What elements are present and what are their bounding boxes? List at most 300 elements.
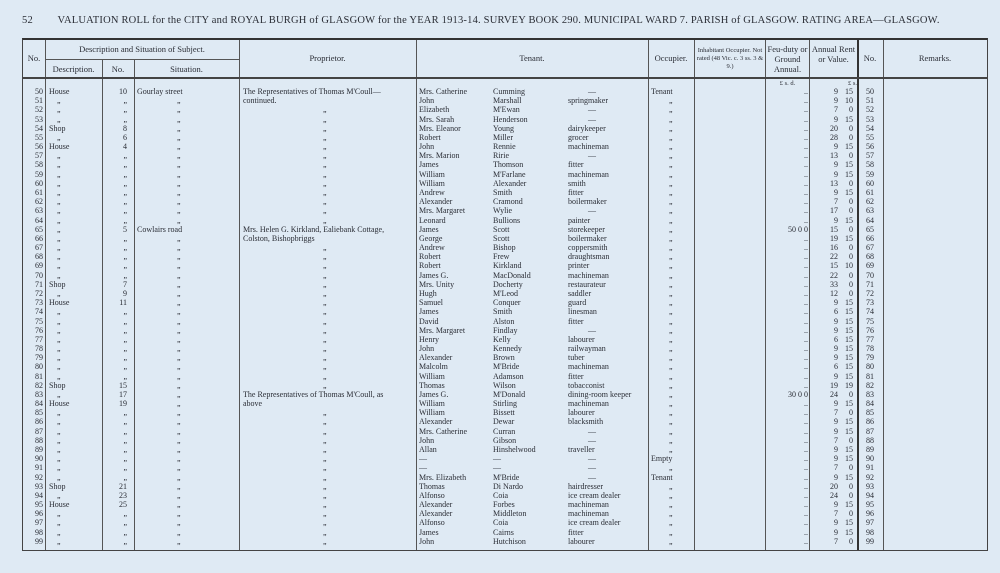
tenant-occupation: boilermaker [568, 233, 607, 243]
row-number-right: 58 [866, 160, 874, 170]
rent-pounds: 15 [830, 261, 838, 271]
tenant-occupation: machineman [568, 142, 609, 152]
description: „ [57, 261, 61, 271]
description: „ [57, 445, 61, 455]
house-number: „ [123, 160, 127, 170]
proprietor: „ [323, 325, 327, 335]
rent-pounds: 9 [834, 114, 838, 124]
house-number: „ [123, 252, 127, 262]
description: Shop [49, 279, 66, 289]
proprietor: „ [323, 454, 327, 464]
situation: Cowlairs road [137, 224, 183, 234]
situation: „ [177, 463, 181, 473]
rent-pounds: 15 [830, 224, 838, 234]
table-row [23, 243, 989, 252]
house-number: 9 [123, 288, 127, 298]
situation: „ [177, 435, 181, 445]
tenant-occupation: machineman [568, 362, 609, 372]
table-row [23, 151, 989, 160]
description: „ [57, 114, 61, 124]
table-row [23, 160, 989, 169]
row-number: 50 [35, 87, 43, 96]
tenant-occupation: tuber [568, 353, 585, 363]
house-number: „ [123, 426, 127, 436]
tenant-surname: Miller [493, 132, 513, 142]
row-number-right: 78 [866, 344, 874, 354]
row-number-right: 81 [866, 371, 874, 381]
house-number: „ [123, 105, 127, 115]
tenant-first-name: Thomas [419, 481, 445, 491]
feu-duty: .. [804, 536, 808, 546]
tenant-first-name: James [419, 160, 439, 170]
col-situation: Situation. [170, 64, 203, 74]
tenant-occupation: blacksmith [568, 417, 604, 427]
rent-shillings: 0 [849, 288, 853, 298]
rent-shillings: 0 [849, 389, 853, 399]
situation: „ [177, 344, 181, 354]
feu-duty: .. [804, 288, 808, 298]
house-number: 15 [119, 380, 127, 390]
row-number: 57 [35, 151, 43, 161]
description: „ [57, 288, 61, 298]
tenant-occupation: painter [568, 215, 591, 225]
tenant-first-name: William [419, 408, 445, 418]
tenant-surname: — [493, 454, 501, 464]
row-number: 51 [35, 96, 43, 106]
tenant-occupation: ice cream dealer [568, 490, 621, 500]
rent-pounds: 9 [834, 160, 838, 170]
rent-pounds: 9 [834, 298, 838, 308]
proprietor: „ [323, 114, 327, 124]
situation: „ [177, 169, 181, 179]
rent-shillings: 0 [849, 243, 853, 253]
proprietor: „ [323, 426, 327, 436]
row-number: 62 [35, 197, 43, 207]
row-number-right: 62 [866, 197, 874, 207]
tenant-first-name: Alfonso [419, 518, 445, 528]
table-row [23, 537, 989, 546]
feu-duty: .. [804, 96, 808, 106]
situation: „ [177, 151, 181, 161]
row-number-right: 61 [866, 187, 874, 197]
row-number: 54 [35, 123, 43, 133]
occupier: „ [669, 417, 673, 427]
description: „ [57, 270, 61, 280]
occupier: „ [669, 307, 673, 317]
rent-shillings: 15 [845, 454, 853, 464]
row-number: 72 [35, 288, 43, 298]
situation: „ [177, 233, 181, 243]
feu-duty: .. [804, 197, 808, 207]
feu-duty: .. [804, 445, 808, 455]
situation: „ [177, 261, 181, 271]
row-number-right: 70 [866, 270, 874, 280]
occupier: „ [669, 160, 673, 170]
description: Shop [49, 123, 66, 133]
rent-shillings: 15 [845, 307, 853, 317]
col-tenant: Tenant. [519, 53, 545, 63]
tenant-surname: Brown [493, 353, 515, 363]
rent-shillings: 0 [849, 279, 853, 289]
feu-duty: .. [804, 243, 808, 253]
proprietor: „ [323, 252, 327, 262]
tenant-first-name: David [419, 316, 439, 326]
occupier: „ [669, 132, 673, 142]
tenant-surname: Kennedy [493, 344, 522, 354]
situation: „ [177, 325, 181, 335]
occupier: „ [669, 362, 673, 372]
tenant-first-name: Leonard [419, 215, 446, 225]
row-number: 56 [35, 142, 43, 152]
house-number: „ [123, 151, 127, 161]
feu-duty: .. [804, 334, 808, 344]
proprietor: „ [323, 307, 327, 317]
table-row [23, 473, 989, 482]
tenant-occupation: machineman [568, 399, 609, 409]
rent-shillings: 15 [845, 316, 853, 326]
row-number: 87 [35, 426, 43, 436]
description: „ [57, 151, 61, 161]
rent-pounds: 9 [834, 472, 838, 482]
tenant-surname: Gibson [493, 435, 517, 445]
tenant-occupation: — [588, 426, 596, 436]
occupier: „ [669, 445, 673, 455]
rent-shillings: 15 [845, 399, 853, 409]
description: „ [57, 334, 61, 344]
tenant-occupation: fitter [568, 160, 584, 170]
situation: „ [177, 270, 181, 280]
situation: „ [177, 472, 181, 482]
description: „ [57, 353, 61, 363]
tenant-first-name: Elizabeth [419, 105, 450, 115]
table-row [23, 454, 989, 463]
tenant-first-name: Mrs. Marion [419, 151, 460, 161]
description: „ [57, 509, 61, 519]
proprietor: „ [323, 215, 327, 225]
house-number: „ [123, 270, 127, 280]
feu-duty: .. [804, 380, 808, 390]
occupier: „ [669, 325, 673, 335]
row-number-right: 52 [866, 105, 874, 115]
feu-duty: .. [804, 481, 808, 491]
table-row [23, 280, 989, 289]
description: „ [57, 472, 61, 482]
feu-duty: .. [804, 518, 808, 528]
tenant-first-name: James G. [419, 389, 449, 399]
tenant-occupation: dining-room keeper [568, 389, 632, 399]
house-number: „ [123, 518, 127, 528]
occupier: „ [669, 389, 673, 399]
feu-duty: .. [804, 316, 808, 326]
row-number-right: 87 [866, 426, 874, 436]
description: „ [57, 536, 61, 546]
table-row [23, 271, 989, 280]
feu-duty: .. [804, 325, 808, 335]
rent-pounds: 24 [830, 490, 838, 500]
table-row [23, 96, 989, 105]
situation: „ [177, 500, 181, 510]
tenant-occupation: storekeeper [568, 224, 605, 234]
row-number: 55 [35, 132, 43, 142]
description: House [49, 87, 70, 96]
occupier: „ [669, 243, 673, 253]
rent-shillings: 15 [845, 187, 853, 197]
tenant-occupation: traveller [568, 445, 595, 455]
house-number: „ [123, 417, 127, 427]
tenant-occupation: — [588, 151, 596, 161]
house-number: „ [123, 316, 127, 326]
house-number: „ [123, 169, 127, 179]
occupier: „ [669, 114, 673, 124]
tenant-first-name: Robert [419, 261, 441, 271]
tenant-surname: Scott [493, 224, 510, 234]
feu-duty: 50 0 0 [788, 224, 808, 234]
proprietor: „ [323, 463, 327, 473]
situation: „ [177, 279, 181, 289]
rent-shillings: 15 [845, 169, 853, 179]
table-row [23, 252, 989, 261]
proprietor: Mrs. Helen G. Kirkland, Ealiebank Cottage, [243, 224, 385, 234]
row-number-right: 73 [866, 298, 874, 308]
tenant-surname: Marshall [493, 96, 522, 106]
row-number-right: 83 [866, 389, 874, 399]
rent-pounds: 22 [830, 270, 838, 280]
tenant-first-name: James [419, 527, 439, 537]
feu-duty: .. [804, 252, 808, 262]
occupier: „ [669, 105, 673, 115]
tenant-occupation: fitter [568, 316, 584, 326]
rent-shillings: 15 [845, 160, 853, 170]
page-header [22, 15, 940, 26]
tenant-surname: Cumming [493, 87, 526, 96]
rent-pounds: 9 [834, 527, 838, 537]
rent-pounds: 9 [834, 445, 838, 455]
tenant-first-name: — [419, 454, 427, 464]
row-number-right: 75 [866, 316, 874, 326]
situation: „ [177, 215, 181, 225]
situation: „ [177, 389, 181, 399]
proprietor: „ [323, 536, 327, 546]
house-number: „ [123, 344, 127, 354]
description: „ [57, 426, 61, 436]
row-number-right: 82 [866, 380, 874, 390]
row-number-right: 84 [866, 399, 874, 409]
tenant-surname: Coia [493, 490, 509, 500]
situation: „ [177, 316, 181, 326]
tenant-occupation: — [588, 114, 596, 124]
tenant-first-name: Thomas [419, 380, 445, 390]
feu-duty: .. [804, 454, 808, 464]
proprietor: „ [323, 151, 327, 161]
row-number-right: 77 [866, 334, 874, 344]
description: „ [57, 490, 61, 500]
rent-shillings: 0 [849, 206, 853, 216]
table-row [23, 362, 989, 371]
rent-pounds: 19 [830, 380, 838, 390]
house-number: „ [123, 527, 127, 537]
house-number: „ [123, 215, 127, 225]
tenant-first-name: James [419, 307, 439, 317]
rent-shillings: 0 [849, 270, 853, 280]
house-number: 10 [119, 87, 127, 96]
row-number: 52 [35, 105, 43, 115]
table-row [23, 463, 989, 472]
rent-units: £ s. [847, 80, 857, 87]
proprietor: „ [323, 132, 327, 142]
row-number-right: 50 [866, 87, 874, 96]
occupier: „ [669, 142, 673, 152]
occupier: „ [669, 123, 673, 133]
proprietor: „ [323, 472, 327, 482]
proprietor: „ [323, 527, 327, 537]
tenant-occupation: machineman [568, 169, 609, 179]
rent-pounds: 9 [834, 316, 838, 326]
feu-duty: .. [804, 527, 808, 537]
house-number: „ [123, 463, 127, 473]
rent-shillings: 0 [849, 252, 853, 262]
tenant-first-name: Malcolm [419, 362, 448, 372]
tenant-occupation: labourer [568, 334, 595, 344]
tenant-occupation: machineman [568, 270, 609, 280]
row-number-right: 56 [866, 142, 874, 152]
rent-shillings: 0 [849, 132, 853, 142]
table-row [23, 436, 989, 445]
description: House [49, 298, 70, 308]
situation: „ [177, 490, 181, 500]
table-row [23, 509, 989, 518]
row-number: 53 [35, 114, 43, 124]
table-row [23, 225, 989, 234]
row-number: 76 [35, 325, 43, 335]
rent-shillings: 15 [845, 426, 853, 436]
row-number-right: 89 [866, 445, 874, 455]
tenant-surname: Thomson [493, 160, 524, 170]
tenant-surname: Kirkland [493, 261, 522, 271]
feu-duty: .. [804, 261, 808, 271]
tenant-occupation: printer [568, 261, 590, 271]
rent-pounds: 13 [830, 151, 838, 161]
proprietor: „ [323, 279, 327, 289]
description: „ [57, 197, 61, 207]
col-num: No. [111, 64, 125, 74]
occupier: „ [669, 187, 673, 197]
tenant-occupation: guard [568, 298, 587, 308]
occupier: „ [669, 206, 673, 216]
col-rent: Annual Rent or Value. [811, 44, 856, 64]
house-number: „ [123, 454, 127, 464]
situation: „ [177, 371, 181, 381]
tenant-surname: Cairns [493, 527, 514, 537]
table-row [23, 87, 989, 96]
proprietor: „ [323, 509, 327, 519]
table-row [23, 390, 989, 399]
proprietor: „ [323, 481, 327, 491]
proprietor: „ [323, 334, 327, 344]
tenant-surname: Bishop [493, 243, 516, 253]
house-number: „ [123, 353, 127, 363]
row-number-right: 55 [866, 132, 874, 142]
occupier: „ [669, 197, 673, 207]
rent-pounds: 7 [834, 105, 838, 115]
feu-duty: .. [804, 142, 808, 152]
tenant-surname: Forbes [493, 500, 515, 510]
table-row [23, 518, 989, 527]
house-number: „ [123, 187, 127, 197]
house-number: 21 [119, 481, 127, 491]
tenant-first-name: Robert [419, 132, 441, 142]
tenant-surname: Middleton [493, 509, 527, 519]
rent-pounds: 9 [834, 344, 838, 354]
rent-pounds: 9 [834, 325, 838, 335]
situation: „ [177, 243, 181, 253]
row-number-right: 74 [866, 307, 874, 317]
house-number: 5 [123, 224, 127, 234]
tenant-surname: Wylie [493, 206, 513, 216]
rent-shillings: 15 [845, 353, 853, 363]
feu-duty: .. [804, 279, 808, 289]
table-row [23, 105, 989, 114]
house-number: „ [123, 472, 127, 482]
rent-pounds: 7 [834, 435, 838, 445]
proprietor: „ [323, 160, 327, 170]
rent-pounds: 9 [834, 87, 838, 96]
tenant-first-name: Andrew [419, 187, 445, 197]
row-number-right: 60 [866, 178, 874, 188]
rent-pounds: 7 [834, 536, 838, 546]
occupier: „ [669, 215, 673, 225]
description: „ [57, 371, 61, 381]
tenant-occupation: hairdresser [568, 481, 604, 491]
rent-pounds: 7 [834, 463, 838, 473]
occupier: „ [669, 279, 673, 289]
feu-duty: .. [804, 362, 808, 372]
tenant-occupation: coppersmith [568, 243, 608, 253]
tenant-surname: Bullions [493, 215, 521, 225]
occupier: Empty [651, 454, 673, 464]
tenant-first-name: Hugh [419, 288, 437, 298]
house-number: 17 [119, 389, 127, 399]
proprietor: Colston, Bishopbriggs [243, 233, 315, 243]
table-row [23, 335, 989, 344]
tenant-surname: Young [493, 123, 514, 133]
occupier: „ [669, 96, 673, 106]
row-number-right: 59 [866, 169, 874, 179]
valuation-table [22, 38, 988, 551]
row-number-right: 54 [866, 123, 874, 133]
situation: „ [177, 298, 181, 308]
description: „ [57, 307, 61, 317]
row-number: 71 [35, 279, 43, 289]
table-row [23, 417, 989, 426]
description: „ [57, 215, 61, 225]
tenant-surname: Henderson [493, 114, 528, 124]
feu-duty: .. [804, 399, 808, 409]
rent-shillings: 0 [849, 463, 853, 473]
rent-pounds: 9 [834, 353, 838, 363]
tenant-first-name: James [419, 224, 439, 234]
row-number: 66 [35, 233, 43, 243]
situation: „ [177, 114, 181, 124]
description: „ [57, 105, 61, 115]
tenant-first-name: Mrs. Catherine [419, 426, 467, 436]
tenant-surname: Hutchison [493, 536, 526, 546]
feu-duty: .. [804, 215, 808, 225]
tenant-occupation: labourer [568, 536, 595, 546]
tenant-occupation: smith [568, 178, 586, 188]
table-row [23, 372, 989, 381]
tenant-occupation: — [588, 463, 596, 473]
row-number: 75 [35, 316, 43, 326]
